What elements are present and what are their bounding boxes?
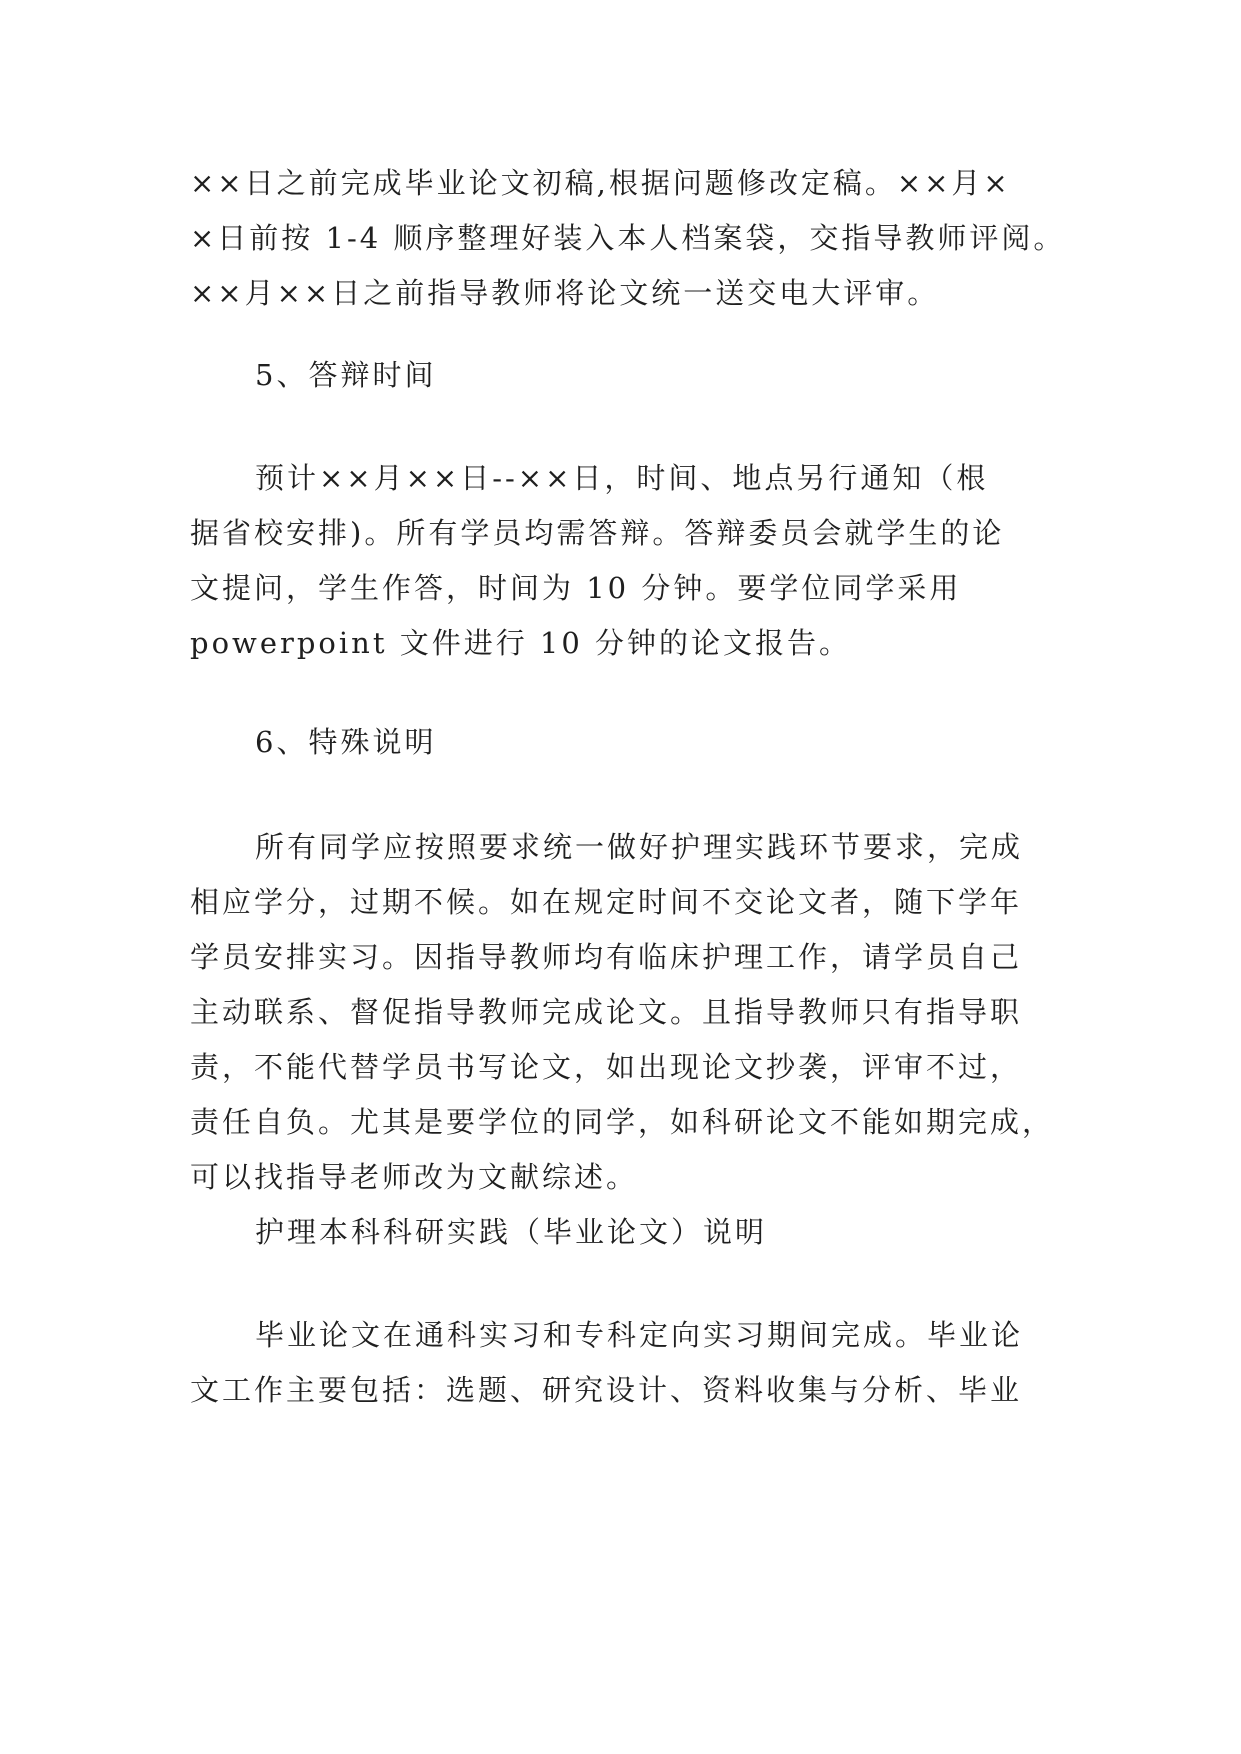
paragraph-line: 文工作主要包括：选题、研究设计、资料收集与分析、毕业: [190, 1373, 1023, 1407]
section-heading: 6、特殊说明: [255, 725, 437, 759]
paragraph-line: 据省校安排)。所有学员均需答辩。答辩委员会就学生的论: [190, 516, 1005, 550]
paragraph-line: 责任自负。尤其是要学位的同学，如科研论文不能如期完成，: [190, 1105, 1055, 1139]
paragraph-line: 相应学分，过期不候。如在规定时间不交论文者，随下学年: [190, 885, 1023, 919]
paragraph-line: 文提问，学生作答，时间为 10 分钟。要学位同学采用: [190, 571, 962, 605]
paragraph-line: 责，不能代替学员书写论文，如出现论文抄袭，评审不过，: [190, 1050, 1023, 1084]
paragraph-line: 预计××月××日--××日，时间、地点另行通知（根: [255, 461, 989, 495]
paragraph-line: 学员安排实习。因指导教师均有临床护理工作，请学员自己: [190, 940, 1023, 974]
paragraph-line: 主动联系、督促指导教师完成论文。且指导教师只有指导职: [190, 995, 1023, 1029]
paragraph-line: ××月××日之前指导教师将论文统一送交电大评审。: [190, 276, 940, 310]
paragraph-line: ××日之前完成毕业论文初稿,根据问题修改定稿。××月×: [190, 166, 1011, 200]
paragraph-line: 可以找指导老师改为文献综述。: [190, 1160, 639, 1194]
paragraph-line: ×日前按 1-4 顺序整理好装入本人档案袋，交指导教师评阅。: [190, 221, 1066, 255]
paragraph-line: powerpoint 文件进行 10 分钟的论文报告。: [190, 626, 852, 660]
paragraph-line: 所有同学应按照要求统一做好护理实践环节要求，完成: [255, 830, 1024, 864]
section-heading: 5、答辩时间: [255, 358, 437, 392]
paragraph-line: 毕业论文在通科实习和专科定向实习期间完成。毕业论: [255, 1318, 1024, 1352]
section-title: 护理本科科研实践（毕业论文）说明: [255, 1215, 768, 1249]
